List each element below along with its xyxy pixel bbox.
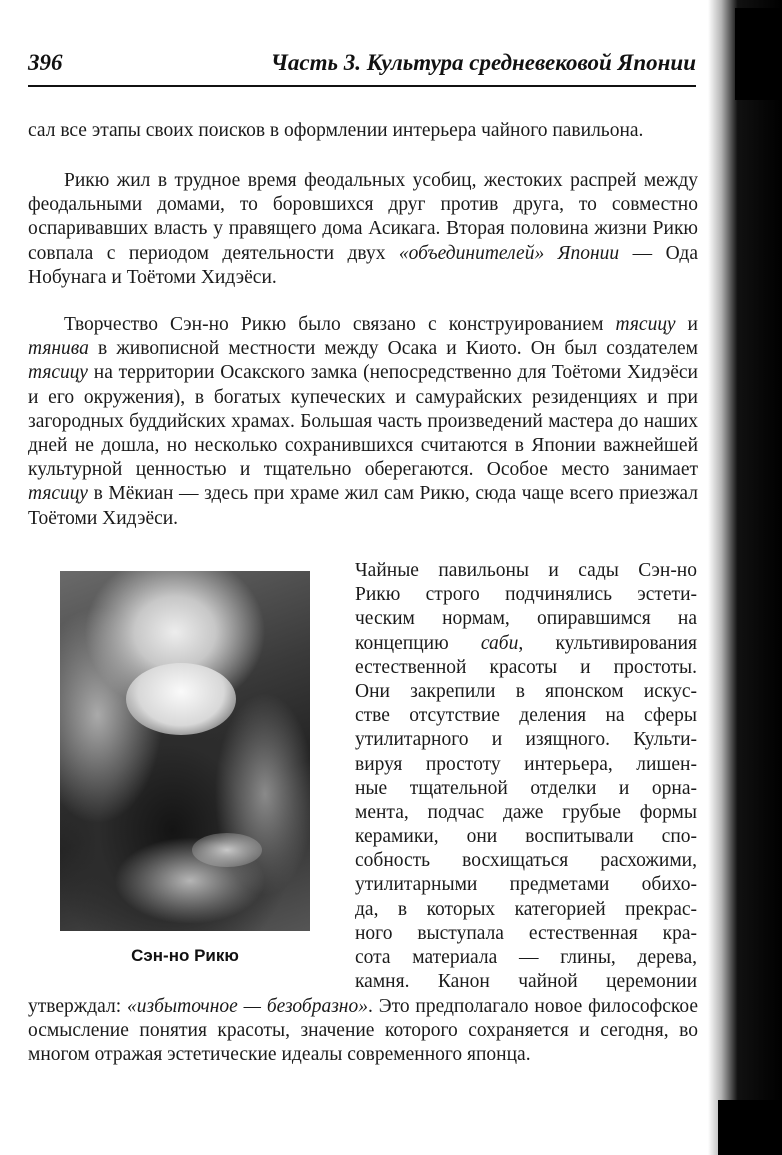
italic-quote: «избыточное — безобразно» — [126, 996, 368, 1017]
page-number: 396 — [28, 50, 63, 75]
text-run: на территории Осакского замка (непосредственно для Тоётоми Хидэёси и его окружения), в богатых купеческих и самурайских резиденциях и при загородных буддийских храмах. Большая часть произведений мастера до наших дней не дошла, но несколько сохранившихся считаются в Японии важнейшей культурной ценностью и тщательно оберегаются. Особое место занимает — [28, 362, 698, 481]
text-run: утверждал: — [28, 996, 127, 1017]
scan-edge-dark-top — [735, 8, 782, 100]
text-line: вируя простоту интерьера, лишен- — [355, 753, 697, 775]
italic-term: тясицу — [615, 314, 676, 335]
text-line: да, в которых категорией прекрас- — [355, 898, 697, 920]
italic-phrase: «объединителей» Японии — [398, 242, 620, 264]
scan-binding-shadow — [708, 0, 782, 1155]
text-line: керамики, они воспитывали спо- — [355, 826, 697, 848]
header-rule — [28, 85, 696, 87]
italic-term: тясицу — [28, 483, 88, 505]
text-line: ные тщательной отделки и орна- — [355, 777, 697, 799]
text-run: . Это предполагало новое философское осмысление понятия красоты, значение которого сохраняется и сегодня, во многом отражая эстетические идеалы современного японца. — [28, 996, 698, 1066]
text-line: сота материала — глины, дерева, — [355, 947, 697, 968]
text-run: Творчество Сэн-но Рикю было связано с конструированием — [64, 314, 616, 335]
text-run: и — [675, 314, 698, 335]
text-run: в живописной местности между Осака и Киото. Он был создателем — [88, 338, 698, 360]
running-header — [28, 50, 696, 84]
paragraph-text — [28, 995, 698, 1068]
text-line: мента, подчас даже грубые формы — [355, 801, 697, 823]
portrait-photo — [60, 571, 310, 931]
portrait-face-highlight — [126, 663, 236, 735]
text-line: собность восхищаться расхожими, — [355, 850, 697, 872]
italic-term: саби — [480, 632, 519, 654]
text-run: концепцию — [355, 632, 481, 654]
text-line: Они закрепили в японском искус- — [355, 680, 697, 702]
paragraph-text — [28, 313, 698, 531]
text-line: утилитарными предметами обихо- — [355, 874, 697, 896]
text-line: Чайные павильоны и сады Сэн-но — [355, 560, 697, 581]
text-line: камня. Канон чайной церемонии — [355, 971, 697, 993]
figure-caption: Сэн-но Рикю — [131, 946, 239, 965]
text-line: Рикю строго подчинялись эстети- — [355, 584, 697, 606]
scan-edge-dark-bottom — [718, 1100, 782, 1155]
text-line: утилитарного и изящного. Культи- — [355, 729, 697, 751]
paragraph-conclusion — [28, 995, 698, 1068]
text-line: естественной красоты и простоты. — [355, 656, 697, 678]
text-line: ческим нормам, опиравшимся на — [355, 608, 697, 630]
paragraph-continuation — [28, 119, 698, 143]
text-run: — Ода Нобунага и Тоётоми Хидэёси. — [28, 242, 698, 288]
text-line: ного выступала естественная кра- — [355, 922, 697, 944]
paragraph-text: сал все этапы своих поисков в оформлении интерьера чайного павильона. — [28, 120, 644, 141]
section-title: Часть 3. Культура средневековой Японии — [270, 50, 696, 75]
italic-term: тясицу — [28, 362, 88, 384]
italic-term: тянива — [28, 338, 89, 360]
text-run: Рикю жил в трудное время феодальных усобиц, жестоких распрей между феодальными домами, то боровшихся друг против друга, то совместно оспаривавших власть у правящего дома Асикага. Вторая половина жизни Рикю совпала с периодом деятельности двух — [28, 170, 698, 264]
paragraph-rikyu-era — [28, 169, 698, 290]
paragraph-aesthetics — [355, 559, 697, 994]
text-run: , культивирования — [518, 632, 697, 654]
paragraph-rikyu-works — [28, 313, 698, 531]
portrait-hand-highlight — [192, 833, 262, 867]
paragraph-text — [28, 169, 698, 290]
text-line — [355, 632, 697, 656]
text-line: стве отсутствие деления на сферы — [355, 705, 697, 727]
text-run: в Мёкиан — здесь при храме жил сам Рикю, сюда чаще всего приезжал Тоётоми Хидэёси. — [28, 483, 698, 529]
